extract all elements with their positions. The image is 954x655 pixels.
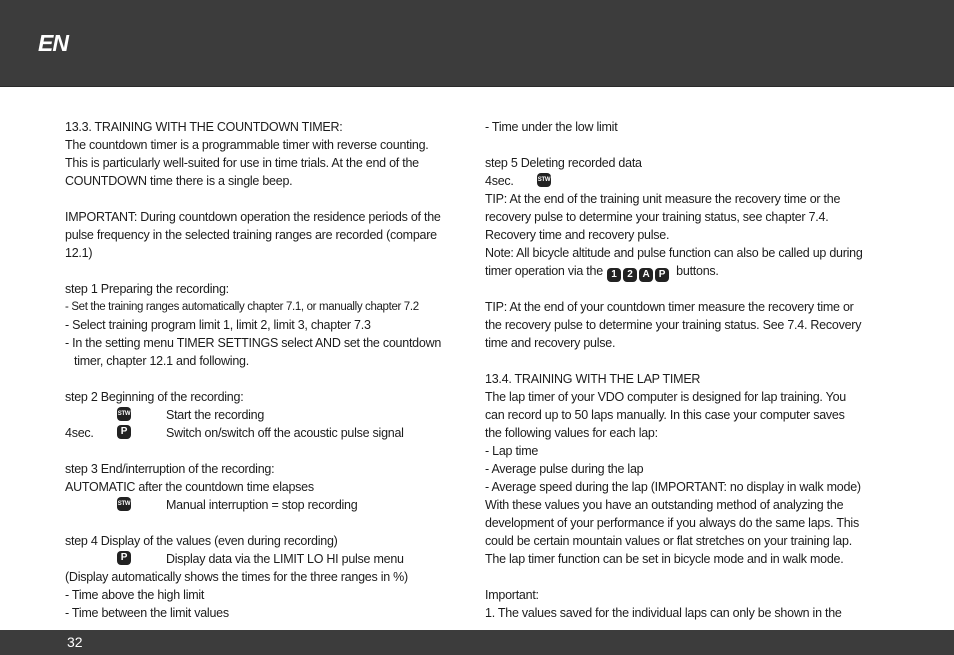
button-1-icon: 1 [607, 268, 621, 282]
step4-note: (Display automatically shows the times for the three ranges in %) [65, 570, 408, 584]
lap-body-line: could be certain mountain values or flat stretches on your training lap. [485, 534, 852, 548]
step2-title: step 2 Beginning of the recording: [65, 390, 244, 404]
tip1-line: Recovery time and recovery pulse. [485, 228, 670, 242]
p-button-icon: P [117, 551, 131, 565]
right-column [485, 118, 885, 622]
note-prefix: timer operation via the [485, 264, 603, 278]
important-title: Important: [485, 588, 539, 602]
note-buttons-line [485, 262, 885, 280]
tip2-line: time and recovery pulse. [485, 336, 616, 350]
step2-start-text: Start the recording [166, 408, 265, 422]
lap-body-line: The lap timer of your VDO computer is designed for lap training. You [485, 390, 846, 404]
tip2-line: the recovery pulse to determine your training status. See 7.4. Recovery [485, 318, 862, 332]
step4-title: step 4 Display of the values (even during recording) [65, 534, 338, 548]
lap-body-line: can record up to 50 laps manually. In this case your computer saves [485, 408, 845, 422]
lap-body-line: - Average speed during the lap (IMPORTANT: no display in walk mode) [485, 480, 861, 494]
important-line: IMPORTANT: During countdown operation the residence periods of the [65, 210, 441, 224]
lap-body-line: the following values for each lap: [485, 426, 658, 440]
step3-title: step 3 End/interruption of the recording: [65, 462, 275, 476]
intro-line: This is particularly well-suited for use in time trials. At the end of the [65, 156, 419, 170]
important-item: 1. The values saved for the individual laps can only be shown in the [485, 606, 842, 620]
step4-item-low: - Time under the low limit [485, 120, 618, 134]
stw-button-icon: STW [117, 497, 131, 511]
a-button-icon: A [639, 268, 653, 282]
p-button-icon: P [117, 425, 131, 439]
step4-item: - Time between the limit values [65, 606, 229, 620]
lap-body-line: The lap timer function can be set in bicycle mode and in walk mode. [485, 552, 844, 566]
left-column [65, 118, 465, 622]
step3-stop-text: Manual interruption = stop recording [166, 498, 358, 512]
step1-item: - In the setting menu TIMER SETTINGS select AND set the countdown [65, 336, 442, 350]
step4-display-text: Display data via the LIMIT LO HI pulse menu [166, 552, 404, 566]
important-line: pulse frequency in the selected training ranges are recorded (compare [65, 228, 437, 242]
note-suffix: buttons. [676, 264, 719, 278]
intro-line: The countdown timer is a programmable timer with reverse counting. [65, 138, 429, 152]
lap-body-line: development of your performance if you always do the same laps. This [485, 516, 859, 530]
step2-signal-text: Switch on/switch off the acoustic pulse signal [166, 426, 404, 440]
lap-body-line: - Average pulse during the lap [485, 462, 644, 476]
stw-button-icon: STW [117, 407, 131, 421]
step5-duration-label: 4sec. [485, 174, 514, 188]
footer-bar [0, 630, 954, 655]
intro-line: COUNTDOWN time there is a single beep. [65, 174, 293, 188]
step1-item: - Set the training ranges automatically chapter 7.1, or manually chapter 7.2 [65, 301, 419, 313]
note-line: Note: All bicycle altitude and pulse function can also be called up during [485, 246, 863, 260]
section-title-countdown: 13.3. TRAINING WITH THE COUNTDOWN TIMER: [65, 120, 343, 134]
step1-item: - Select training program limit 1, limit 2, limit 3, chapter 7.3 [65, 318, 371, 332]
tip1-line: recovery pulse to determine your training status, see chapter 7.4. [485, 210, 829, 224]
section-title-lap: 13.4. TRAINING WITH THE LAP TIMER [485, 372, 701, 386]
lap-body-line: - Lap time [485, 444, 539, 458]
important-line: 12.1) [65, 246, 93, 260]
header-bar [0, 0, 954, 87]
tip2-line: TIP: At the end of your countdown timer measure the recovery time or [485, 300, 854, 314]
p-button-icon: P [655, 268, 669, 282]
lap-body-line: With these values you have an outstanding method of analyzing the [485, 498, 844, 512]
step1-item: timer, chapter 12.1 and following. [74, 354, 249, 368]
step4-row-display [65, 550, 465, 568]
button-2-icon: 2 [623, 268, 637, 282]
step2-row-signal [65, 424, 465, 442]
step1-title: step 1 Preparing the recording: [65, 282, 229, 296]
language-label: EN [38, 30, 68, 56]
stw-button-icon: STW [537, 173, 551, 187]
step2-duration-label: 4sec. [65, 426, 94, 440]
step2-row-start [65, 406, 465, 424]
tip1-line: TIP: At the end of the training unit measure the recovery time or the [485, 192, 841, 206]
step5-title: step 5 Deleting recorded data [485, 156, 642, 170]
step3-row-stop [65, 496, 465, 514]
step4-item: - Time above the high limit [65, 588, 205, 602]
step5-row [485, 172, 885, 190]
step3-auto-text: AUTOMATIC after the countdown time elapses [65, 480, 314, 494]
page-number: 32 [67, 634, 83, 650]
